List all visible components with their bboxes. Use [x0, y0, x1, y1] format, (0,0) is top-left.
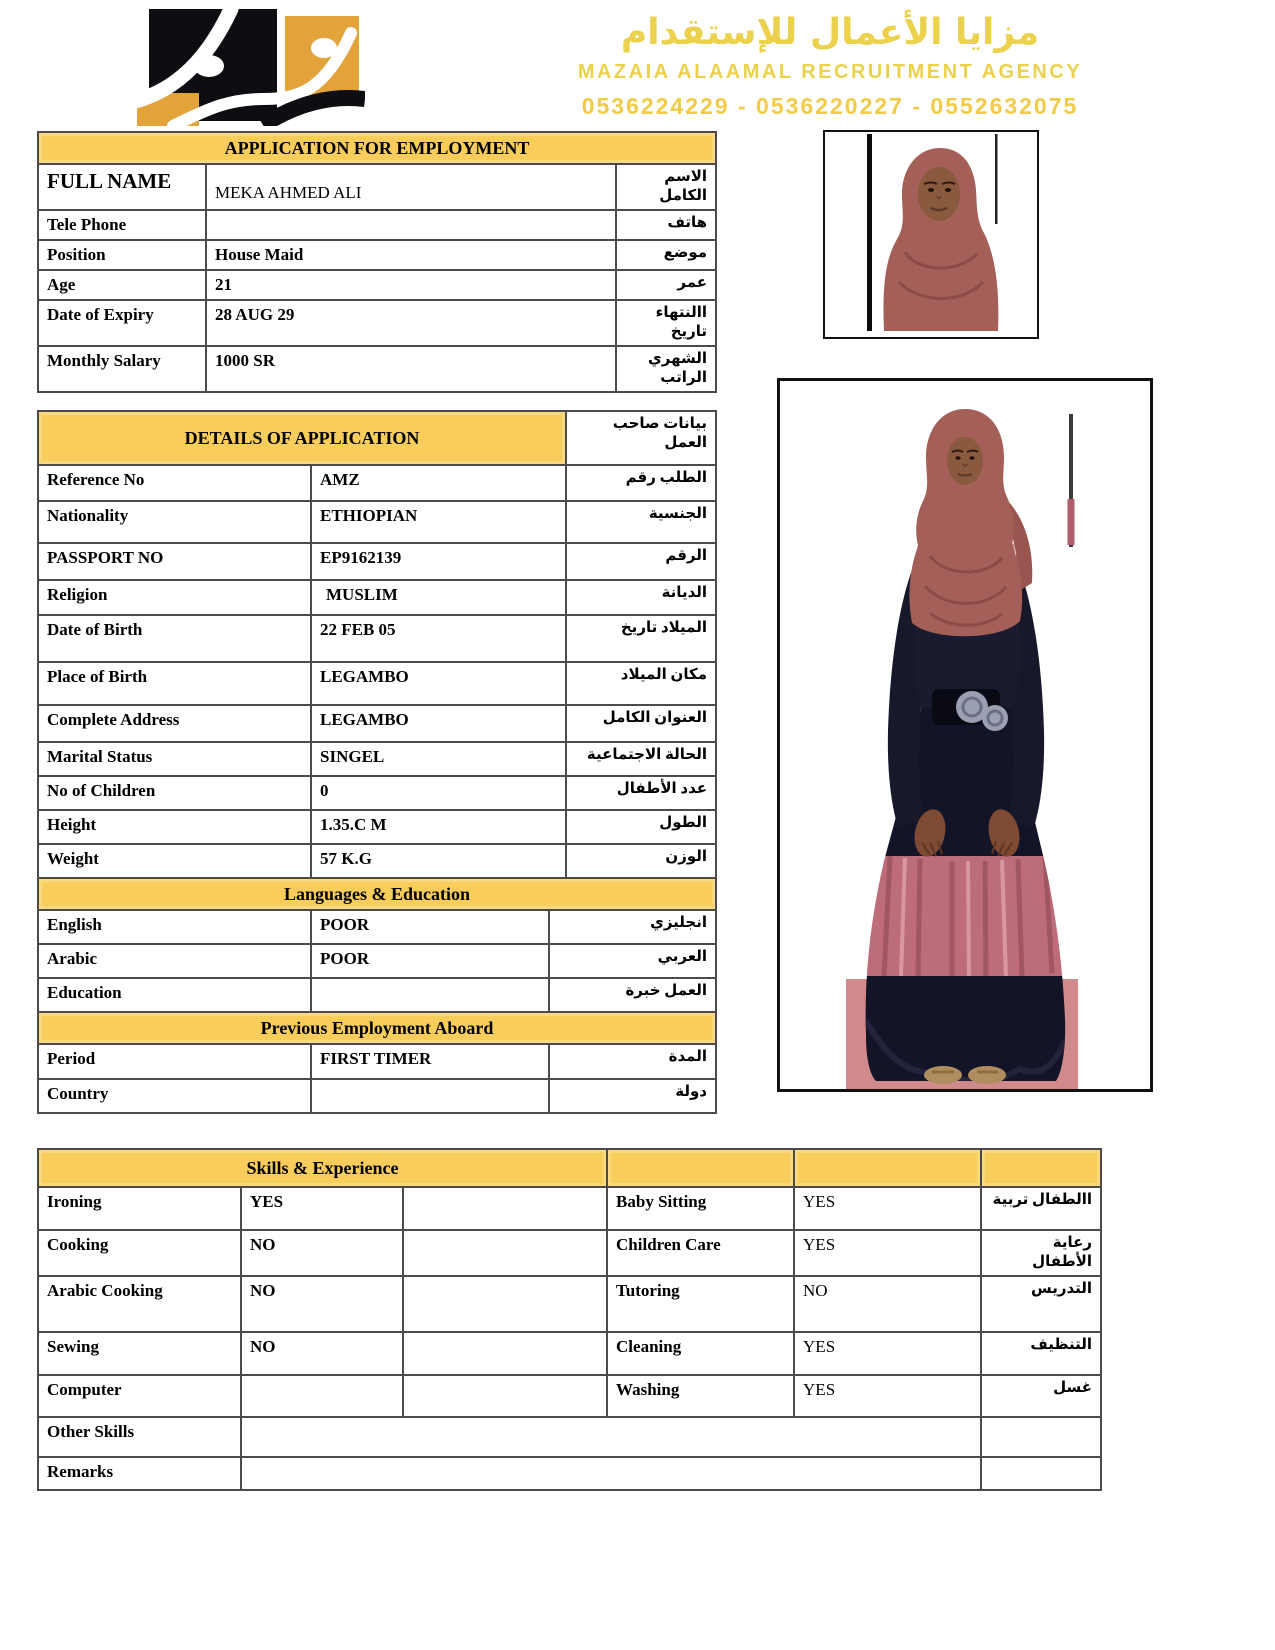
field-value: MEKA AHMED ALI: [206, 164, 616, 210]
table-row: [38, 465, 716, 501]
field-label-arabic: الحالة الاجتماعية: [566, 742, 716, 776]
applicant-full-body-graphic: [780, 381, 1150, 1089]
table-header-row: [38, 1012, 716, 1044]
agency-logo-graphic: [113, 3, 365, 126]
field-value: POOR: [311, 910, 549, 944]
table-row: [38, 210, 716, 240]
table-header-row: [38, 132, 716, 164]
skill-label: Washing: [607, 1375, 794, 1417]
field-label-arabic: عدد الأطفال: [566, 776, 716, 810]
field-value: 21: [206, 270, 616, 300]
table-row: [38, 844, 716, 878]
field-label-arabic: الشهري الراتب: [616, 346, 716, 392]
skill-label: Baby Sitting: [607, 1187, 794, 1230]
field-label-arabic: العنوان الكامل: [566, 705, 716, 742]
field-value: 0: [311, 776, 566, 810]
field-label: Height: [38, 810, 311, 844]
table-row: [38, 164, 716, 210]
table-row: [38, 776, 716, 810]
field-label-arabic: الديانة: [566, 580, 716, 615]
field-value: LEGAMBO: [311, 705, 566, 742]
empty-cell: [403, 1332, 607, 1375]
table-row: [38, 742, 716, 776]
skill-label-arabic: التدريس: [981, 1276, 1101, 1332]
field-label: Place of Birth: [38, 662, 311, 705]
field-value: 1000 SR: [206, 346, 616, 392]
applicant-portrait-graphic: [825, 132, 1037, 333]
field-label: Monthly Salary: [38, 346, 206, 392]
field-value: House Maid: [206, 240, 616, 270]
field-label-arabic: مكان الميلاد: [566, 662, 716, 705]
table-row: [38, 662, 716, 705]
field-label: Marital Status: [38, 742, 311, 776]
table-row: [38, 1332, 1101, 1375]
field-value: 57 K.G: [311, 844, 566, 878]
field-value: 1.35.C M: [311, 810, 566, 844]
field-value: EP9162139: [311, 543, 566, 580]
field-value: MUSLIM: [311, 580, 566, 615]
field-label: Weight: [38, 844, 311, 878]
field-value: 22 FEB 05: [311, 615, 566, 662]
other-skills-label: Other Skills: [38, 1417, 241, 1457]
table-row: [38, 543, 716, 580]
skill-label: Children Care: [607, 1230, 794, 1276]
field-label-arabic: الوزن: [566, 844, 716, 878]
skill-label: Tutoring: [607, 1276, 794, 1332]
table-row: [38, 705, 716, 742]
field-label-arabic: الطلب رقم: [566, 465, 716, 501]
field-label: Complete Address: [38, 705, 311, 742]
table-row: [38, 1079, 716, 1113]
field-value: ETHIOPIAN: [311, 501, 566, 543]
skill-value: NO: [241, 1276, 403, 1332]
languages-section-title: Languages & Education: [38, 878, 716, 910]
field-label-arabic: المدة: [549, 1044, 716, 1079]
table-header-row: [38, 411, 716, 465]
field-label: No of Children: [38, 776, 311, 810]
details-table-title-arabic: بيانات صاحب العمل: [566, 411, 716, 465]
field-label: English: [38, 910, 311, 944]
field-value: SINGEL: [311, 742, 566, 776]
skill-value: NO: [794, 1276, 981, 1332]
table-row: [38, 910, 716, 944]
table-row: [38, 1375, 1101, 1417]
table-row: [38, 944, 716, 978]
details-table: [37, 410, 717, 1114]
field-label-arabic: الجنسية: [566, 501, 716, 543]
skill-value: NO: [241, 1332, 403, 1375]
skill-value: NO: [241, 1230, 403, 1276]
table-row: [38, 1187, 1101, 1230]
table-row: [38, 1457, 1101, 1490]
employment-table: [37, 131, 717, 393]
table-row: [38, 978, 716, 1012]
field-label-arabic: انجليزي: [549, 910, 716, 944]
agency-phone-numbers: 0536224229 - 0536220227 - 0552632075: [581, 93, 1079, 120]
field-label-arabic: موضع: [616, 240, 716, 270]
field-label-arabic: الطول: [566, 810, 716, 844]
field-label: Date of Expiry: [38, 300, 206, 346]
table-row: [38, 1044, 716, 1079]
field-label: PASSPORT NO: [38, 543, 311, 580]
skill-value: [241, 1375, 403, 1417]
table-row: [38, 1230, 1101, 1276]
skill-label-arabic: االطفال تربية: [981, 1187, 1101, 1230]
previous-employment-section: [37, 1011, 717, 1114]
applicant-photo-portrait: [823, 130, 1039, 339]
field-label: Period: [38, 1044, 311, 1079]
skill-value: YES: [794, 1230, 981, 1276]
field-label: Tele Phone: [38, 210, 206, 240]
field-value: POOR: [311, 944, 549, 978]
table-row: [38, 1417, 1101, 1457]
field-value: AMZ: [311, 465, 566, 501]
empty-cell: [981, 1457, 1101, 1490]
table-header-row: [38, 1149, 1101, 1187]
empty-cell: [403, 1187, 607, 1230]
skill-label-arabic: غسل: [981, 1375, 1101, 1417]
table-row: [38, 300, 716, 346]
skill-label: Arabic Cooking: [38, 1276, 241, 1332]
skills-table-title: Skills & Experience: [38, 1149, 607, 1187]
field-label: FULL NAME: [38, 164, 206, 210]
field-label: Arabic: [38, 944, 311, 978]
field-label-arabic: عمر: [616, 270, 716, 300]
field-label: Date of Birth: [38, 615, 311, 662]
skill-value: YES: [241, 1187, 403, 1230]
agency-name-arabic: مزايا الأعمال للإستقدام: [620, 12, 1040, 53]
applicant-photo-full-body: [777, 378, 1153, 1092]
remarks-label: Remarks: [38, 1457, 241, 1490]
skills-header-cell: [981, 1149, 1101, 1187]
table-row: [38, 270, 716, 300]
skill-label: Ironing: [38, 1187, 241, 1230]
field-label-arabic: هاتف: [616, 210, 716, 240]
skill-label: Sewing: [38, 1332, 241, 1375]
languages-section: [37, 877, 717, 1013]
table-row: [38, 346, 716, 392]
skill-label: Computer: [38, 1375, 241, 1417]
table-row: [38, 810, 716, 844]
skill-value: YES: [794, 1187, 981, 1230]
skills-header-cell: [607, 1149, 794, 1187]
skill-label-arabic: التنظيف: [981, 1332, 1101, 1375]
skill-value: YES: [794, 1332, 981, 1375]
field-label: Nationality: [38, 501, 311, 543]
previous-employment-title: Previous Employment Aboard: [38, 1012, 716, 1044]
agency-name-english: MAZAIA ALAAMAL RECRUITMENT AGENCY: [577, 61, 1083, 84]
field-label-arabic: الاسم الكامل: [616, 164, 716, 210]
field-label: Reference No: [38, 465, 311, 501]
table-header-row: [38, 878, 716, 910]
field-label: Country: [38, 1079, 311, 1113]
field-value: [311, 978, 549, 1012]
field-label-arabic: االنتهاء تاريخ: [616, 300, 716, 346]
field-value: LEGAMBO: [311, 662, 566, 705]
skill-value: YES: [794, 1375, 981, 1417]
agency-logo: [113, 3, 365, 126]
field-label-arabic: دولة: [549, 1079, 716, 1113]
field-value: [206, 210, 616, 240]
field-value: FIRST TIMER: [311, 1044, 549, 1079]
field-label: Religion: [38, 580, 311, 615]
skill-label-arabic: رعاية الأطفال: [981, 1230, 1101, 1276]
empty-cell: [403, 1230, 607, 1276]
field-label-arabic: العربي: [549, 944, 716, 978]
employment-table-title: APPLICATION FOR EMPLOYMENT: [38, 132, 716, 164]
field-label-arabic: الميلاد تاريخ: [566, 615, 716, 662]
field-value: [311, 1079, 549, 1113]
agency-header: [470, 12, 1190, 120]
table-row: [38, 240, 716, 270]
field-label: Position: [38, 240, 206, 270]
field-label-arabic: العمل خبرة: [549, 978, 716, 1012]
remarks-value: [241, 1457, 981, 1490]
empty-cell: [403, 1276, 607, 1332]
empty-cell: [403, 1375, 607, 1417]
table-row: [38, 580, 716, 615]
skills-table: [37, 1148, 1102, 1491]
field-value: 28 AUG 29: [206, 300, 616, 346]
table-row: [38, 501, 716, 543]
other-skills-value: [241, 1417, 981, 1457]
table-row: [38, 615, 716, 662]
field-label: Age: [38, 270, 206, 300]
table-row: [38, 1276, 1101, 1332]
skills-header-cell: [794, 1149, 981, 1187]
field-label: Education: [38, 978, 311, 1012]
details-table-title: DETAILS OF APPLICATION: [38, 411, 566, 465]
empty-cell: [981, 1417, 1101, 1457]
skill-label: Cooking: [38, 1230, 241, 1276]
skill-label: Cleaning: [607, 1332, 794, 1375]
field-label-arabic: الرقم: [566, 543, 716, 580]
